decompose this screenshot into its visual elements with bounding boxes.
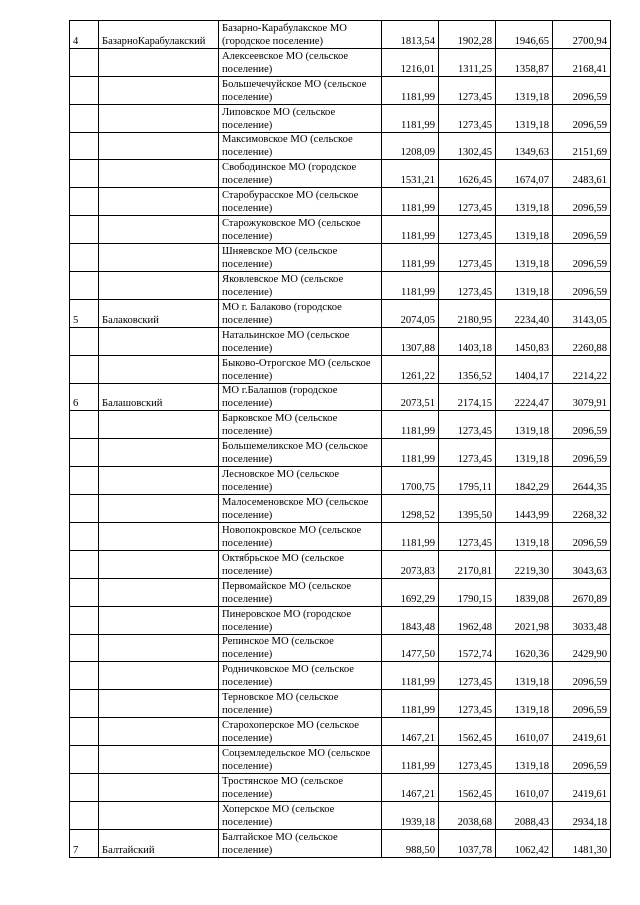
- municipality-name: Базарно-Карабулакское МО (городское поселение): [219, 21, 382, 49]
- value-1: 1307,88: [382, 327, 439, 355]
- district-name: [99, 746, 219, 774]
- table-row: [70, 578, 611, 606]
- value-1: 1181,99: [382, 104, 439, 132]
- district-name: [99, 662, 219, 690]
- value-2: 1273,45: [439, 76, 496, 104]
- value-3: 1443,99: [496, 495, 553, 523]
- municipality-name: Старобурасское МО (сельское поселение): [219, 188, 382, 216]
- value-4: 2419,61: [553, 774, 611, 802]
- district-name: [99, 48, 219, 76]
- table-row: [70, 188, 611, 216]
- row-number: [70, 411, 99, 439]
- value-3: 1319,18: [496, 188, 553, 216]
- value-1: 1467,21: [382, 718, 439, 746]
- municipality-name: Пинеровское МО (городское поселение): [219, 606, 382, 634]
- municipality-name: Хоперское МО (сельское поселение): [219, 801, 382, 829]
- row-number: [70, 606, 99, 634]
- value-4: 3143,05: [553, 299, 611, 327]
- row-number: 4: [70, 21, 99, 49]
- row-number: [70, 550, 99, 578]
- row-number: [70, 104, 99, 132]
- table-row: [70, 411, 611, 439]
- row-number: 5: [70, 299, 99, 327]
- value-1: 988,50: [382, 829, 439, 857]
- row-number: [70, 634, 99, 662]
- district-name: [99, 634, 219, 662]
- value-2: 1302,45: [439, 132, 496, 160]
- value-3: 1319,18: [496, 216, 553, 244]
- value-1: 1181,99: [382, 244, 439, 272]
- value-1: 1813,54: [382, 21, 439, 49]
- row-number: [70, 48, 99, 76]
- municipality-name: Репинское МО (сельское поселение): [219, 634, 382, 662]
- row-number: [70, 272, 99, 300]
- value-1: 1298,52: [382, 495, 439, 523]
- municipality-name: Барковское МО (сельское поселение): [219, 411, 382, 439]
- value-1: 1181,99: [382, 523, 439, 551]
- value-4: 2483,61: [553, 160, 611, 188]
- municipality-name: Свободинское МО (городское поселение): [219, 160, 382, 188]
- table-row: [70, 132, 611, 160]
- municipality-name: Соцземледельское МО (сельское поселение): [219, 746, 382, 774]
- district-name: [99, 355, 219, 383]
- value-2: 2170,81: [439, 550, 496, 578]
- table-row: [70, 746, 611, 774]
- table-row: [70, 634, 611, 662]
- tariff-table: [69, 20, 611, 858]
- row-number: [70, 495, 99, 523]
- value-3: 1610,07: [496, 718, 553, 746]
- value-3: 1062,42: [496, 829, 553, 857]
- row-number: [70, 746, 99, 774]
- table-row: [70, 690, 611, 718]
- value-3: 1842,29: [496, 467, 553, 495]
- row-number: [70, 774, 99, 802]
- value-2: 1356,52: [439, 355, 496, 383]
- municipality-name: Балтайское МО (сельское поселение): [219, 829, 382, 857]
- value-4: 2429,90: [553, 634, 611, 662]
- municipality-name: Липовское МО (сельское поселение): [219, 104, 382, 132]
- value-3: 2224,47: [496, 383, 553, 411]
- table-row: [70, 662, 611, 690]
- row-number: 6: [70, 383, 99, 411]
- value-2: 1273,45: [439, 690, 496, 718]
- value-3: 1349,63: [496, 132, 553, 160]
- row-number: [70, 662, 99, 690]
- value-1: 1181,99: [382, 76, 439, 104]
- district-name: [99, 327, 219, 355]
- value-4: 1481,30: [553, 829, 611, 857]
- district-name: [99, 801, 219, 829]
- district-name: [99, 188, 219, 216]
- value-3: 1404,17: [496, 355, 553, 383]
- municipality-name: Старохоперское МО (сельское поселение): [219, 718, 382, 746]
- district-name: [99, 495, 219, 523]
- value-4: 2096,59: [553, 76, 611, 104]
- value-2: 1273,45: [439, 244, 496, 272]
- table-row: [70, 495, 611, 523]
- row-number: [70, 690, 99, 718]
- value-3: 1319,18: [496, 523, 553, 551]
- value-2: 1626,45: [439, 160, 496, 188]
- table-row: [70, 829, 611, 857]
- value-3: 1319,18: [496, 411, 553, 439]
- value-3: 1946,65: [496, 21, 553, 49]
- municipality-name: Натальинское МО (сельское поселение): [219, 327, 382, 355]
- municipality-name: МО г.Балашов (городское поселение): [219, 383, 382, 411]
- value-4: 2096,59: [553, 746, 611, 774]
- district-name: [99, 216, 219, 244]
- district-name: [99, 411, 219, 439]
- district-name: [99, 76, 219, 104]
- value-2: 1273,45: [439, 216, 496, 244]
- district-name: [99, 578, 219, 606]
- table-row: [70, 160, 611, 188]
- value-3: 2021,98: [496, 606, 553, 634]
- tariff-table-body: [70, 21, 611, 858]
- value-2: 1562,45: [439, 718, 496, 746]
- district-name: [99, 244, 219, 272]
- value-1: 1692,29: [382, 578, 439, 606]
- value-2: 1273,45: [439, 411, 496, 439]
- value-4: 2700,94: [553, 21, 611, 49]
- table-row: [70, 550, 611, 578]
- value-1: 2074,05: [382, 299, 439, 327]
- district-name: БазарноКарабулакский: [99, 21, 219, 49]
- municipality-name: МО г. Балаково (городское поселение): [219, 299, 382, 327]
- row-number: [70, 718, 99, 746]
- municipality-name: Максимовское МО (сельское поселение): [219, 132, 382, 160]
- municipality-name: Яковлевское МО (сельское поселение): [219, 272, 382, 300]
- value-1: 2073,51: [382, 383, 439, 411]
- table-row: [70, 327, 611, 355]
- municipality-name: Старожуковское МО (сельское поселение): [219, 216, 382, 244]
- value-2: 1273,45: [439, 662, 496, 690]
- municipality-name: Быково-Отрогское МО (сельское поселение): [219, 355, 382, 383]
- value-4: 2096,59: [553, 216, 611, 244]
- district-name: [99, 774, 219, 802]
- table-row: [70, 272, 611, 300]
- row-number: [70, 244, 99, 272]
- value-4: 2096,59: [553, 104, 611, 132]
- value-2: 2180,95: [439, 299, 496, 327]
- value-3: 1450,83: [496, 327, 553, 355]
- table-row: [70, 523, 611, 551]
- value-4: 2151,69: [553, 132, 611, 160]
- row-number: [70, 160, 99, 188]
- value-1: 2073,83: [382, 550, 439, 578]
- value-3: 1319,18: [496, 439, 553, 467]
- value-3: 2219,30: [496, 550, 553, 578]
- value-4: 2268,32: [553, 495, 611, 523]
- row-number: [70, 216, 99, 244]
- municipality-name: Октябрьское МО (сельское поселение): [219, 550, 382, 578]
- municipality-name: Малосеменовское МО (сельское поселение): [219, 495, 382, 523]
- table-row: [70, 76, 611, 104]
- table-row: [70, 244, 611, 272]
- value-2: 1273,45: [439, 523, 496, 551]
- value-1: 1531,21: [382, 160, 439, 188]
- row-number: [70, 355, 99, 383]
- row-number: [70, 578, 99, 606]
- district-name: [99, 272, 219, 300]
- table-row: [70, 439, 611, 467]
- table-row: [70, 383, 611, 411]
- value-3: 1319,18: [496, 662, 553, 690]
- table-row: [70, 216, 611, 244]
- district-name: [99, 550, 219, 578]
- table-row: [70, 718, 611, 746]
- table-row: [70, 355, 611, 383]
- value-1: 1700,75: [382, 467, 439, 495]
- value-4: 2260,88: [553, 327, 611, 355]
- value-4: 3033,48: [553, 606, 611, 634]
- municipality-name: Большемеликское МО (сельское поселение): [219, 439, 382, 467]
- value-1: 1181,99: [382, 690, 439, 718]
- value-2: 1795,11: [439, 467, 496, 495]
- row-number: [70, 467, 99, 495]
- value-4: 2419,61: [553, 718, 611, 746]
- value-3: 1319,18: [496, 746, 553, 774]
- value-4: 2934,18: [553, 801, 611, 829]
- value-2: 2174,15: [439, 383, 496, 411]
- municipality-name: Терновское МО (сельское поселение): [219, 690, 382, 718]
- value-4: 2096,59: [553, 662, 611, 690]
- row-number: 7: [70, 829, 99, 857]
- district-name: [99, 718, 219, 746]
- table-row: [70, 774, 611, 802]
- table-row: [70, 299, 611, 327]
- row-number: [70, 801, 99, 829]
- value-4: 3079,91: [553, 383, 611, 411]
- value-3: 1319,18: [496, 272, 553, 300]
- value-4: 2096,59: [553, 188, 611, 216]
- district-name: [99, 606, 219, 634]
- value-4: 2096,59: [553, 244, 611, 272]
- value-3: 1620,36: [496, 634, 553, 662]
- value-2: 1562,45: [439, 774, 496, 802]
- value-2: 1037,78: [439, 829, 496, 857]
- value-2: 1572,74: [439, 634, 496, 662]
- district-name: [99, 467, 219, 495]
- municipality-name: Тростянское МО (сельское поселение): [219, 774, 382, 802]
- district-name: Балтайский: [99, 829, 219, 857]
- table-row: [70, 606, 611, 634]
- value-2: 1311,25: [439, 48, 496, 76]
- value-2: 1273,45: [439, 439, 496, 467]
- value-2: 1790,15: [439, 578, 496, 606]
- value-2: 1273,45: [439, 746, 496, 774]
- value-2: 2038,68: [439, 801, 496, 829]
- value-3: 1610,07: [496, 774, 553, 802]
- value-4: 2670,89: [553, 578, 611, 606]
- value-1: 1843,48: [382, 606, 439, 634]
- district-name: [99, 104, 219, 132]
- municipality-name: Шняевское МО (сельское поселение): [219, 244, 382, 272]
- value-4: 2096,59: [553, 690, 611, 718]
- district-name: [99, 690, 219, 718]
- row-number: [70, 76, 99, 104]
- municipality-name: Первомайское МО (сельское поселение): [219, 578, 382, 606]
- district-name: Балаковский: [99, 299, 219, 327]
- value-2: 1273,45: [439, 272, 496, 300]
- table-row: [70, 801, 611, 829]
- value-4: 3043,63: [553, 550, 611, 578]
- district-name: [99, 439, 219, 467]
- value-4: 2214,22: [553, 355, 611, 383]
- value-4: 2096,59: [553, 411, 611, 439]
- municipality-name: Лесновское МО (сельское поселение): [219, 467, 382, 495]
- value-3: 1358,87: [496, 48, 553, 76]
- value-2: 1902,28: [439, 21, 496, 49]
- value-1: 1181,99: [382, 746, 439, 774]
- value-3: 1839,08: [496, 578, 553, 606]
- value-1: 1181,99: [382, 216, 439, 244]
- municipality-name: Родничковское МО (сельское поселение): [219, 662, 382, 690]
- value-4: 2096,59: [553, 272, 611, 300]
- value-1: 1181,99: [382, 439, 439, 467]
- row-number: [70, 188, 99, 216]
- value-1: 1181,99: [382, 188, 439, 216]
- value-3: 2088,43: [496, 801, 553, 829]
- value-2: 1273,45: [439, 188, 496, 216]
- municipality-name: Новопокровское МО (сельское поселение): [219, 523, 382, 551]
- municipality-name: Большечечуйское МО (сельское поселение): [219, 76, 382, 104]
- value-3: 1319,18: [496, 244, 553, 272]
- value-1: 1467,21: [382, 774, 439, 802]
- value-1: 1477,50: [382, 634, 439, 662]
- row-number: [70, 523, 99, 551]
- value-3: 1319,18: [496, 104, 553, 132]
- value-1: 1181,99: [382, 411, 439, 439]
- table-row: [70, 104, 611, 132]
- row-number: [70, 439, 99, 467]
- row-number: [70, 132, 99, 160]
- value-4: 2096,59: [553, 439, 611, 467]
- value-4: 2168,41: [553, 48, 611, 76]
- district-name: [99, 523, 219, 551]
- value-1: 1181,99: [382, 662, 439, 690]
- table-row: [70, 21, 611, 49]
- value-1: 1208,09: [382, 132, 439, 160]
- value-1: 1181,99: [382, 272, 439, 300]
- value-1: 1939,18: [382, 801, 439, 829]
- value-3: 2234,40: [496, 299, 553, 327]
- value-1: 1216,01: [382, 48, 439, 76]
- row-number: [70, 327, 99, 355]
- district-name: [99, 160, 219, 188]
- value-3: 1319,18: [496, 690, 553, 718]
- district-name: Балашовский: [99, 383, 219, 411]
- value-2: 1273,45: [439, 104, 496, 132]
- municipality-name: Алексеевское МО (сельское поселение): [219, 48, 382, 76]
- value-3: 1674,07: [496, 160, 553, 188]
- value-2: 1403,18: [439, 327, 496, 355]
- value-4: 2644,35: [553, 467, 611, 495]
- table-row: [70, 467, 611, 495]
- value-3: 1319,18: [496, 76, 553, 104]
- table-row: [70, 48, 611, 76]
- value-4: 2096,59: [553, 523, 611, 551]
- district-name: [99, 132, 219, 160]
- value-2: 1962,48: [439, 606, 496, 634]
- value-2: 1395,50: [439, 495, 496, 523]
- value-1: 1261,22: [382, 355, 439, 383]
